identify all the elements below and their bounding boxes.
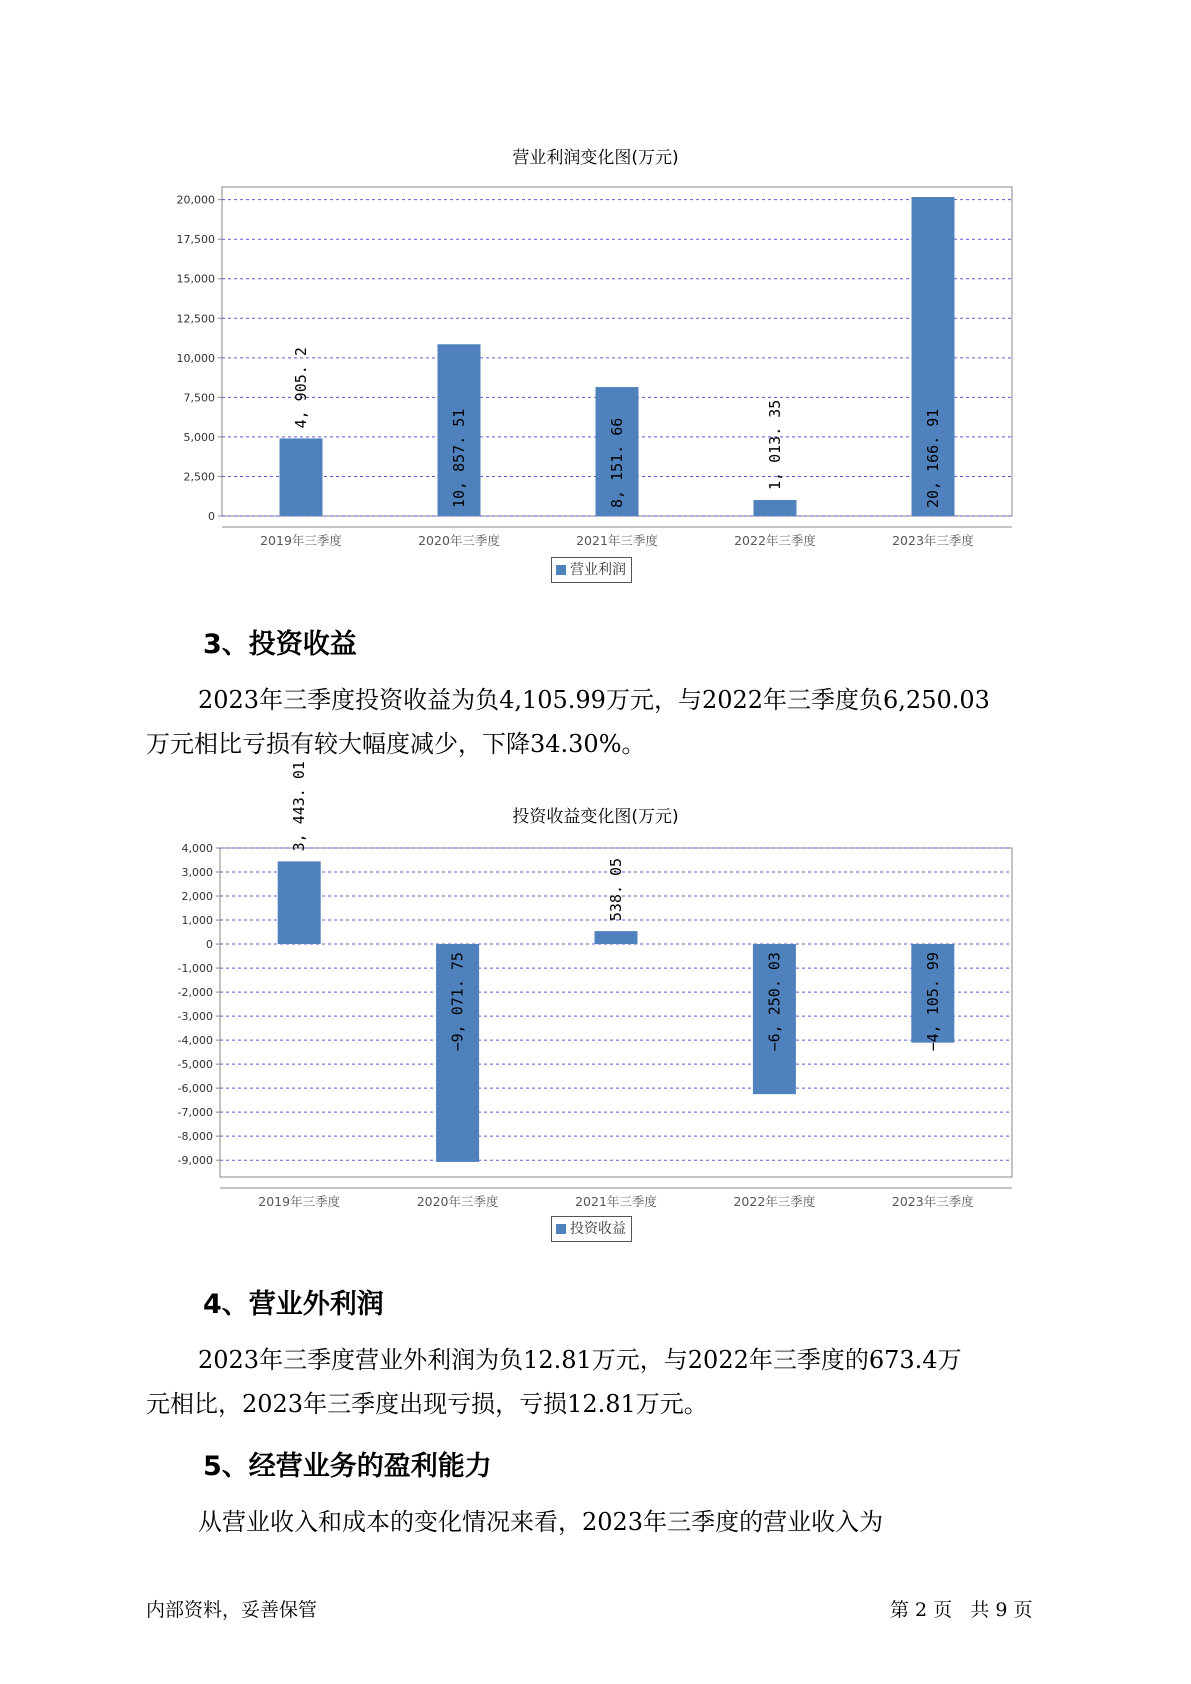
y-tick-label: -9,000 [177, 1154, 213, 1168]
footer-left: 内部资料，妥善保管 [146, 1599, 318, 1621]
y-tick-label: 2,500 [183, 470, 215, 484]
bar-data-label: 3, 443. 01 [290, 761, 309, 852]
bar-data-label: −9, 071. 75 [448, 952, 467, 1052]
bar-data-label: 1, 013. 35 [766, 399, 784, 490]
chart1-title: 营业利润变化图(万元) [512, 148, 679, 168]
bar-data-label: 538. 05 [607, 857, 625, 922]
x-category-label: 2019年三季度 [258, 1194, 341, 1209]
x-category-label: 2021年三季度 [575, 1194, 657, 1209]
y-tick-label: 17,500 [176, 233, 215, 247]
footer-page-number: 第 2 页 共 9 页 [890, 1599, 1033, 1621]
bar-data-label: 10, 857. 51 [450, 408, 468, 508]
y-tick-label: 10,000 [176, 351, 215, 365]
y-tick-label: 15,000 [176, 272, 215, 286]
y-tick-label: 3,000 [181, 866, 213, 880]
x-category-label: 2022年三季度 [733, 1194, 816, 1209]
chart2-title: 投资收益变化图(万元) [512, 807, 679, 827]
y-tick-label: 20,000 [176, 193, 215, 207]
x-category-label: 2023年三季度 [892, 533, 974, 548]
bar [595, 931, 638, 944]
y-tick-label: 7,500 [183, 391, 215, 405]
y-tick-label: -2,000 [177, 986, 213, 1000]
section4-heading: 4、营业外利润 [203, 1289, 384, 1320]
bar-data-label: −6, 250. 03 [765, 952, 784, 1052]
x-category-label: 2020年三季度 [418, 533, 500, 548]
y-tick-label: -8,000 [177, 1130, 213, 1144]
y-tick-label: 1,000 [181, 914, 213, 928]
y-tick-label: 0 [206, 938, 213, 952]
y-tick-label: 4,000 [181, 842, 213, 855]
paragraph-line: 2023年三季度投资收益为负4,105.99万元，与2022年三季度负6,250.03 [198, 686, 990, 714]
y-tick-label: 0 [208, 510, 215, 523]
bar-data-label: 8, 151. 66 [608, 417, 626, 508]
legend-swatch-icon [556, 1224, 566, 1234]
x-category-label: 2019年三季度 [260, 533, 342, 548]
paragraph-line: 万元相比亏损有较大幅度减少，下降34.30%。 [146, 730, 646, 758]
y-tick-label: -4,000 [177, 1034, 213, 1048]
section3-heading: 3、投资收益 [203, 629, 357, 660]
y-tick-label: -1,000 [177, 962, 213, 976]
x-category-label: 2020年三季度 [416, 1194, 499, 1209]
x-category-label: 2022年三季度 [734, 533, 816, 548]
y-tick-label: -5,000 [177, 1058, 213, 1072]
chart2-legend [551, 1216, 632, 1242]
paragraph-line: 从营业收入和成本的变化情况来看，2023年三季度的营业收入为 [198, 1508, 884, 1536]
bar-data-label: 4, 905. 2 [292, 347, 310, 429]
section5-heading: 5、经营业务的盈利能力 [203, 1451, 492, 1482]
paragraph-line: 元相比，2023年三季度出现亏损，亏损12.81万元。 [146, 1390, 708, 1418]
y-tick-label: 2,000 [181, 890, 213, 904]
bar-data-label: 20, 166. 91 [924, 408, 942, 508]
y-tick-label: 5,000 [183, 430, 215, 444]
bar-data-label: −4, 105. 99 [923, 952, 942, 1052]
paragraph-line: 2023年三季度营业外利润为负12.81万元，与2022年三季度的673.4万 [198, 1346, 962, 1374]
y-tick-label: -6,000 [177, 1082, 213, 1096]
x-category-label: 2021年三季度 [576, 533, 658, 548]
section4-paragraph [146, 1338, 1086, 1426]
chart2-legend-label: 投资收益 [570, 1221, 626, 1237]
y-tick-label: -3,000 [177, 1010, 213, 1024]
y-tick-label: -7,000 [177, 1106, 213, 1120]
x-category-label: 2023年三季度 [891, 1194, 974, 1209]
chart1-legend-label: 营业利润 [570, 562, 626, 578]
y-tick-label: 12,500 [176, 312, 215, 326]
section5-paragraph [146, 1500, 1086, 1544]
bar [278, 861, 321, 944]
